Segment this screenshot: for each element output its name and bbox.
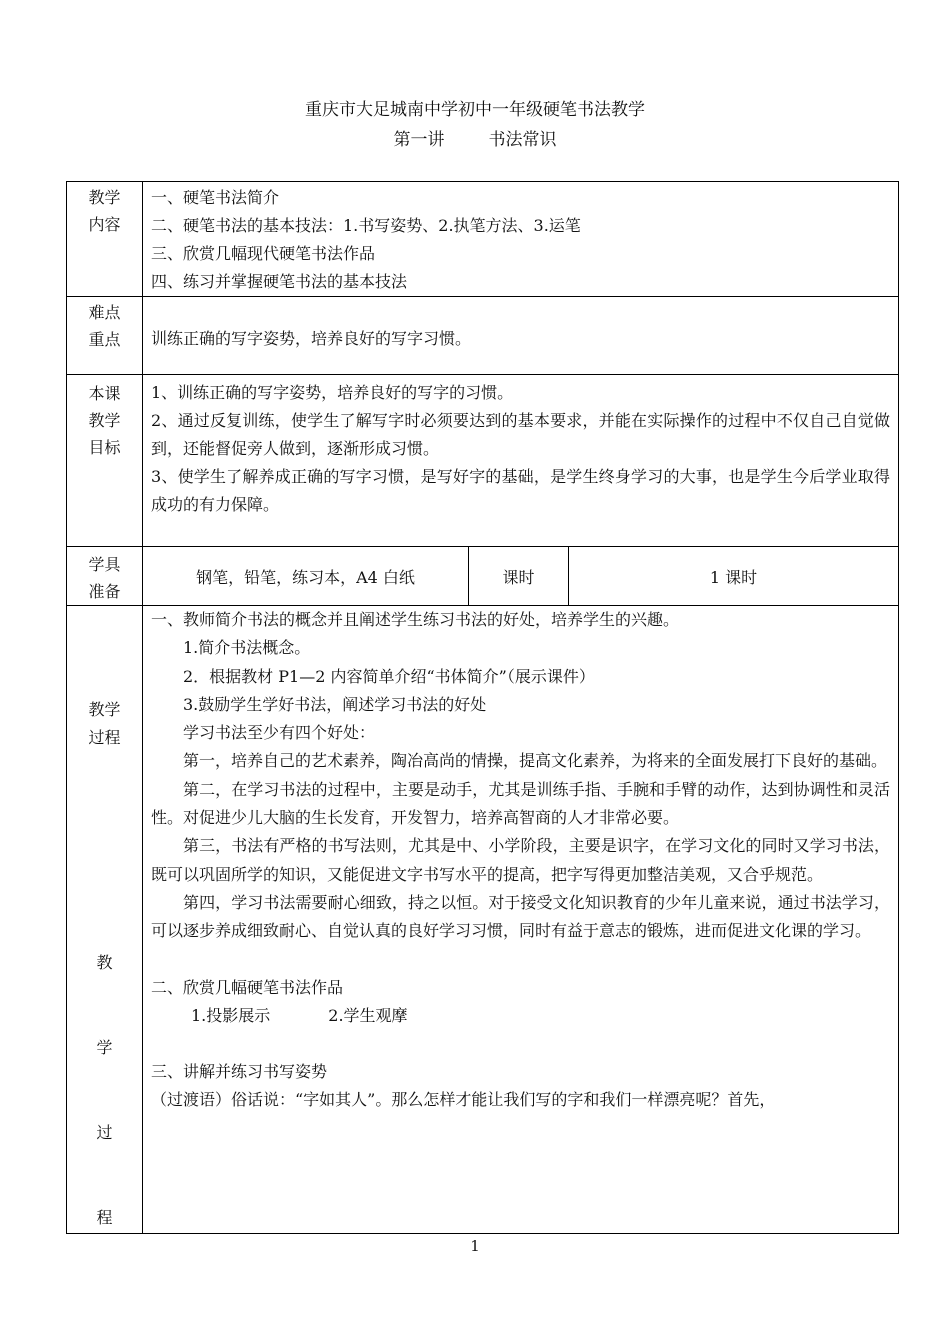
- section2-step: 2.学生观摩: [328, 1005, 408, 1025]
- benefit-paragraph: 第二，在学习书法的过程中，主要是动手，尤其是训练手指、手腕和手臂的动作，达到协调性和灵活性。对促进少儿大脑的生长发育，开发智力，培养高智商的人才非常必要。: [151, 779, 890, 828]
- process-row: [67, 606, 899, 1234]
- section1-heading: 一、教师简介书法的概念并且阐述学生练习书法的好处，培养学生的兴趣。: [151, 610, 680, 629]
- hours-value: 1 课时: [569, 547, 899, 606]
- lecture-topic: 书法常识: [488, 130, 557, 150]
- benefits-intro: 学习书法至少有四个好处：: [183, 723, 376, 743]
- lesson-plan-table: [66, 181, 899, 1234]
- section3-heading: 三、讲解并练习书写姿势: [151, 1062, 328, 1082]
- page-number: 1: [470, 1237, 480, 1255]
- objectives-label: 本课 教学 目标: [67, 375, 143, 547]
- content-item: 三、欣赏几幅现代硬笔书法作品: [151, 244, 376, 263]
- objective-item: 1、训练正确的写字姿势，培养良好的写字的习惯。: [151, 383, 514, 402]
- objective-item: 2、通过反复训练，使学生了解写字时必须要达到的基本要求，并能在实际操作的过程中不仅自己自觉做到，还能督促旁人做到，逐渐形成习惯。: [151, 411, 890, 458]
- section1-step: 1.简介书法概念。: [183, 638, 311, 658]
- materials-label: 学具 准备: [67, 547, 143, 606]
- lecture-subtitle: [0, 128, 950, 152]
- content-item: 二、硬笔书法的基本技法：1.书写姿势、2.执笔方法、3.运笔: [151, 216, 581, 235]
- content-item: 一、硬笔书法简介: [151, 188, 280, 207]
- content-list: [143, 182, 899, 297]
- benefit-paragraph: 第四，学习书法需要耐心细致，持之以恒。对于接受文化知识教育的少年儿童来说，通过书法学习，可以逐步养成细致耐心、自觉认真的良好学习习惯，同时有益于意志的锻炼，进而促进文化课的学习。: [151, 892, 890, 941]
- objectives-row: [67, 375, 899, 547]
- section1-step: 2．根据教材 P1—2 内容简单介绍“书体简介”（展示课件）: [183, 666, 595, 686]
- lecture-number: 第一讲: [393, 130, 445, 150]
- content-row: [67, 182, 899, 297]
- hours-label: 课时: [469, 547, 569, 606]
- benefit-paragraph: 第一，培养自己的艺术素养，陶冶高尚的情操，提高文化素养，为将来的全面发展打下良好的基础。: [183, 751, 888, 771]
- process-label: 教学 过程 教 学 过 程: [67, 606, 143, 1234]
- key-points-row: [67, 297, 899, 375]
- section2-step: 1.投影展示: [191, 1005, 271, 1025]
- objective-item: 3、使学生了解养成正确的写字习惯，是写好字的基础，是学生终身学习的大事，也是学生今后学业取得成功的有力保障。: [151, 467, 890, 514]
- content-label: 教学 内容: [67, 182, 143, 297]
- key-points-text: 训练正确的写字姿势，培养良好的写字习惯。: [143, 297, 899, 375]
- document-title: 重庆市大足城南中学初中一年级硬笔书法教学: [305, 100, 645, 120]
- process-content: [143, 606, 899, 1234]
- section1-step: 3.鼓励学生学好书法，阐述学习书法的好处: [183, 694, 487, 714]
- materials-row: [67, 547, 899, 606]
- section3-text: （过渡语）俗话说：“字如其人”。那么怎样才能让我们写的字和我们一样漂亮呢？首先，: [151, 1090, 776, 1110]
- materials-value: 钢笔，铅笔，练习本，A4 白纸: [143, 547, 469, 606]
- key-points-label: 难点 重点: [67, 297, 143, 375]
- benefit-paragraph: 第三，书法有严格的书写法则，尤其是中、小学阶段，主要是识字，在学习文化的同时又学习书法，既可以巩固所学的知识，又能促进文字书写水平的提高，把字写得更加整洁美观，又合乎规范。: [151, 836, 890, 884]
- objectives-list: [143, 375, 899, 547]
- content-item: 四、练习并掌握硬笔书法的基本技法: [151, 272, 408, 291]
- section2-steps: [151, 1002, 890, 1030]
- section2-heading: 二、欣赏几幅硬笔书法作品: [151, 977, 344, 997]
